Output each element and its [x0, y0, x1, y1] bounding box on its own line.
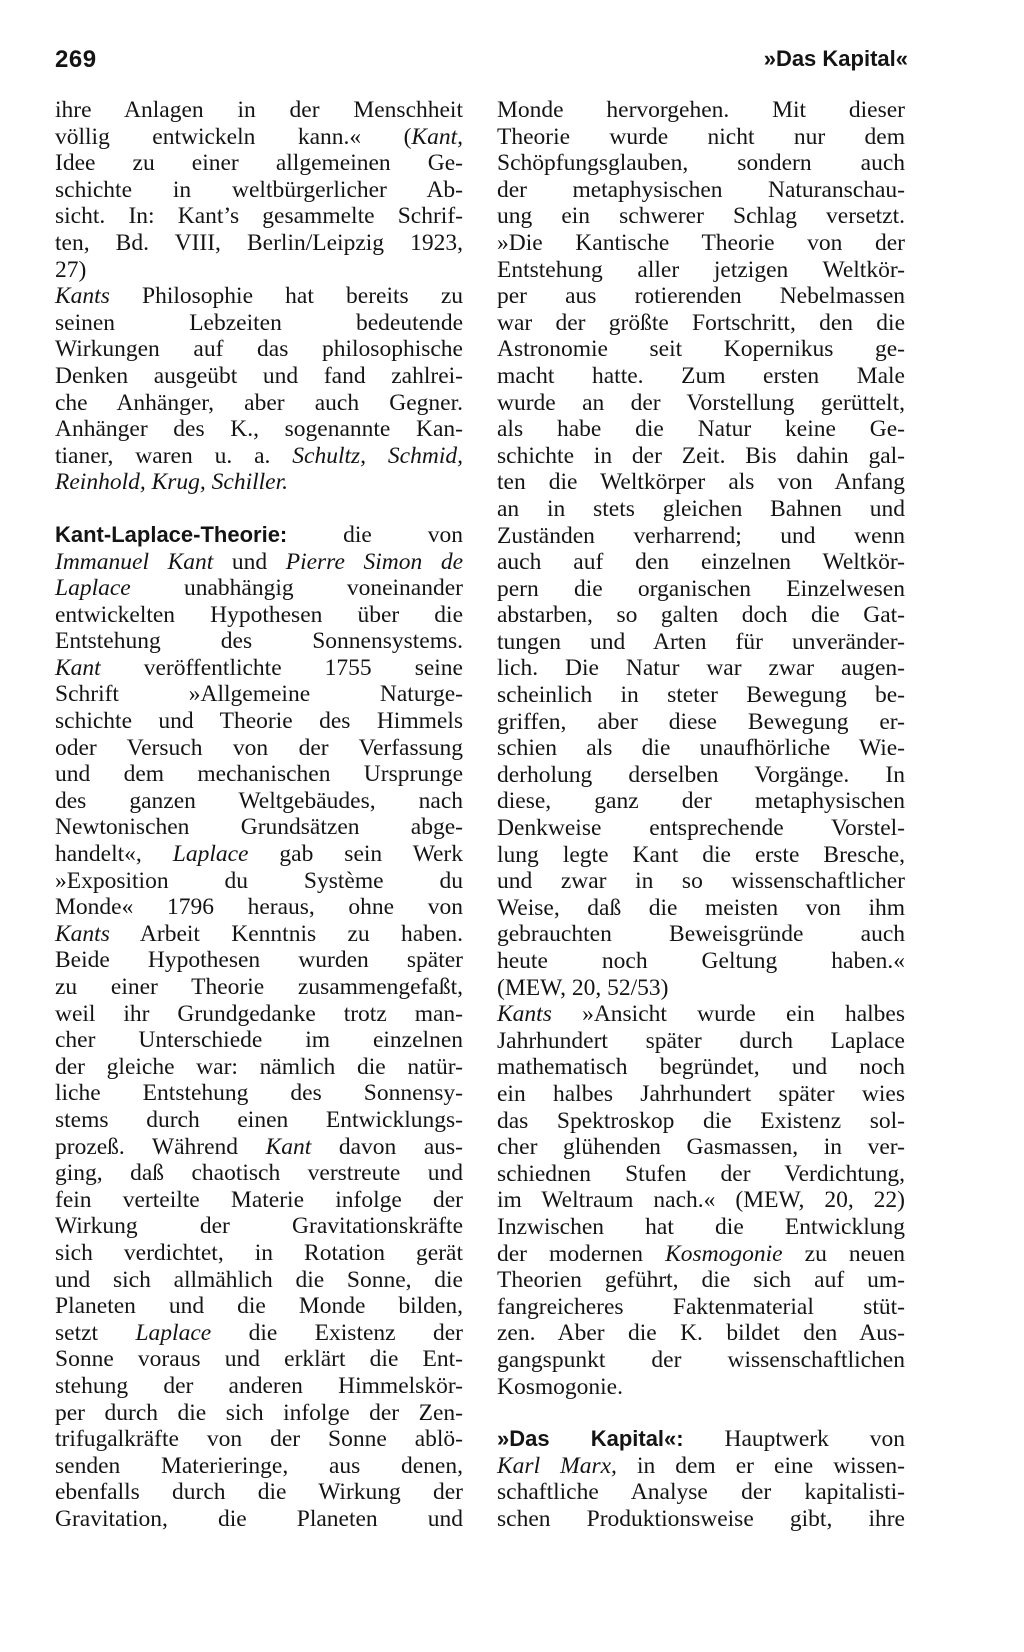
text-line — [55, 1027, 463, 1054]
text-line — [497, 1108, 905, 1135]
text-line — [497, 1134, 905, 1161]
text-line — [55, 602, 463, 629]
text-run: »Ansicht wurde ein halbes — [551, 1001, 905, 1028]
paragraph-gap — [55, 496, 463, 522]
text-line — [55, 1346, 463, 1373]
text-line — [55, 868, 463, 895]
text-line — [497, 1081, 905, 1108]
text-line — [497, 336, 905, 363]
text-run: ung ein schwerer Schlag versetzt. — [497, 203, 905, 230]
text-run: Theorien geführt, die sich auf um- — [497, 1267, 905, 1294]
text-run: stehung der anderen Himmelskör- — [55, 1372, 463, 1399]
text-run: der modernen — [497, 1240, 666, 1267]
text-run: senden Materieringe, aus denen, — [55, 1452, 463, 1479]
text-line — [497, 1506, 905, 1533]
text-line — [55, 1080, 463, 1107]
text-line — [497, 177, 905, 204]
text-run: der gleiche war: nämlich die natür- — [55, 1053, 463, 1080]
text-line — [55, 1160, 463, 1187]
text-run: Astronomie seit Kopernikus ge- — [497, 336, 905, 363]
text-run: und sich allmählich die Sonne, die — [55, 1266, 463, 1293]
text-run: schien als die unaufhörliche Wie- — [497, 735, 905, 762]
text-line — [55, 1267, 463, 1294]
text-line — [55, 283, 463, 310]
text-run: »Die Kantische Theorie von der — [497, 229, 905, 256]
text-run: (MEW, 20, 52/53) — [497, 974, 669, 1001]
text-run: pern die organischen Einzelwesen — [497, 575, 905, 602]
text-run: weil ihr Grundgedanke trotz man- — [55, 1000, 463, 1027]
text-run: Entstehung aller jetzigen Weltkör- — [497, 256, 905, 283]
text-run: zu einer Theorie zusammengefaßt, — [55, 974, 463, 1000]
text-line — [497, 655, 905, 682]
text-run: und — [213, 548, 286, 575]
text-run: handelt«, — [55, 841, 173, 868]
text-line — [55, 416, 463, 443]
text-line — [55, 1320, 463, 1347]
text-line — [497, 629, 905, 656]
text-line — [497, 1187, 905, 1214]
text-run: »Exposition du Système du — [55, 867, 463, 894]
text-run: griffen, aber diese Bewegung er- — [497, 708, 905, 735]
text-line — [497, 416, 905, 443]
text-line — [55, 1240, 463, 1267]
text-line — [497, 1347, 905, 1374]
text-line — [55, 788, 463, 815]
text-run: wurde an der Vorstellung gerüttelt, — [497, 389, 905, 416]
entry-keyword: »Das Kapital«: — [497, 1426, 684, 1452]
text-run: im Weltraum nach.« (MEW, 20, 22) — [497, 1187, 905, 1214]
text-run: unabhängig voneinander — [130, 575, 463, 602]
text-line — [497, 921, 905, 948]
text-run: schen Produktionsweise gibt, ihre — [497, 1505, 905, 1532]
text-run: Denkweise entsprechende Vorstel- — [497, 815, 905, 842]
text-line — [497, 1267, 905, 1294]
text-run: derholung derselben Vorgänge. In — [497, 761, 905, 788]
text-line — [55, 257, 463, 284]
text-line — [497, 283, 905, 310]
text-run: Theorie wurde nicht nur dem — [497, 123, 905, 150]
left-column — [55, 97, 463, 1532]
italic-text: Kant, — [411, 123, 463, 150]
text-run: ebenfalls durch die Wirkung der — [55, 1479, 463, 1506]
text-line — [497, 1214, 905, 1241]
text-line — [497, 682, 905, 709]
text-line — [497, 576, 905, 603]
text-run: seinen Lebzeiten bedeutende — [55, 309, 463, 336]
text-run: oder Versuch von der Verfassung — [55, 734, 463, 761]
text-line — [55, 1373, 463, 1400]
text-run: Idee zu einer allgemeinen Ge- — [55, 150, 463, 177]
text-line — [497, 203, 905, 230]
text-run: schiednen Stufen der Verdichtung, — [497, 1160, 905, 1187]
text-line — [497, 124, 905, 151]
text-run: Monde« 1796 heraus, ohne von — [55, 894, 463, 921]
text-run: 27) — [55, 256, 87, 283]
text-run: setzt — [55, 1319, 136, 1346]
text-line — [55, 203, 463, 230]
text-run: Zuständen verharrend; und wenn — [497, 522, 905, 549]
text-run: cher Unterschiede im einzelnen — [55, 1027, 463, 1054]
text-run: in dem er eine wissen- — [616, 1452, 905, 1479]
text-run: prozeß. Während — [55, 1133, 266, 1160]
text-line — [497, 230, 905, 257]
text-run: lung legte Kant die erste Bresche, — [497, 841, 905, 868]
text-line — [55, 443, 463, 470]
italic-text: Laplace — [172, 841, 249, 868]
text-run: die Existenz der — [211, 1319, 463, 1346]
text-line — [55, 1479, 463, 1506]
text-run: Schöpfungsglauben, sondern auch — [497, 150, 905, 177]
text-run: ihre Anlagen in der Menschheit — [55, 97, 463, 123]
text-line — [55, 1453, 463, 1480]
text-line — [497, 443, 905, 470]
text-run: Hauptwerk von — [683, 1426, 905, 1453]
text-run: cher glühenden Gasmassen, in ver- — [497, 1134, 905, 1161]
text-run: entwickelten Hypothesen über die — [55, 601, 463, 628]
text-run: liche Entstehung des Sonnensy- — [55, 1080, 463, 1107]
text-run: abstarben, so galten doch die Gat- — [497, 602, 905, 629]
text-line — [497, 948, 905, 975]
text-line — [497, 469, 905, 496]
text-line — [497, 549, 905, 576]
paragraph-gap — [497, 1400, 905, 1426]
text-run: Kosmogonie. — [497, 1373, 623, 1400]
text-line — [55, 177, 463, 204]
text-line — [497, 602, 905, 629]
text-run: stems durch einen Entwicklungs- — [55, 1106, 463, 1133]
text-line — [497, 1028, 905, 1055]
text-line — [55, 1134, 463, 1161]
text-line — [497, 1320, 905, 1347]
text-line — [497, 523, 905, 550]
text-run: per aus rotierenden Nebelmassen — [497, 283, 905, 310]
text-run: völlig entwickeln kann.« ( — [55, 123, 412, 150]
text-line — [497, 390, 905, 417]
text-run: und zwar in so wissenschaftlicher — [497, 868, 905, 895]
text-line — [497, 1294, 905, 1321]
text-line — [497, 150, 905, 177]
text-run: Gravitation, die Planeten und — [55, 1505, 463, 1532]
text-run: als habe die Natur keine Ge- — [497, 416, 905, 443]
text-run: Planeten und die Monde bilden, — [55, 1293, 463, 1320]
text-line — [497, 1054, 905, 1081]
text-run: Arbeit Kenntnis zu haben. — [109, 920, 463, 947]
italic-text: Kants — [55, 920, 110, 947]
text-run: Denken ausgeübt und fand zahlrei- — [55, 362, 463, 389]
right-column — [497, 97, 905, 1532]
text-line — [55, 708, 463, 735]
text-line — [55, 1001, 463, 1028]
text-line — [55, 150, 463, 177]
text-line — [55, 469, 463, 496]
text-run: sich verdichtet, in Rotation gerät — [55, 1239, 463, 1266]
text-run: ten die Weltkörper als von Anfang — [497, 469, 905, 496]
text-line — [55, 947, 463, 974]
text-line — [55, 628, 463, 655]
entry-keyword: Kant-Laplace-Theorie: — [55, 521, 288, 547]
text-line — [55, 1213, 463, 1240]
text-line — [497, 1479, 905, 1506]
text-run: auch auf den einzelnen Weltkör- — [497, 549, 905, 576]
text-run: schichte und Theorie des Himmels — [55, 708, 463, 735]
text-line — [497, 97, 905, 124]
text-line — [497, 895, 905, 922]
text-line — [497, 1374, 905, 1401]
text-run: lich. Die Natur war zwar augen- — [497, 655, 905, 682]
italic-text: Laplace — [135, 1319, 212, 1346]
text-run: davon aus- — [311, 1133, 463, 1160]
text-line — [497, 1161, 905, 1188]
text-line — [55, 761, 463, 788]
text-run: war der größte Fortschritt, den die — [497, 309, 905, 336]
text-run: Schrift »Allgemeine Naturge- — [55, 681, 463, 708]
text-line — [55, 814, 463, 841]
text-line — [497, 1241, 905, 1268]
text-run: Entstehung des Sonnensystems. — [55, 628, 463, 655]
text-run: gangspunkt der wissenschaftlichen — [497, 1346, 905, 1373]
text-line — [497, 975, 905, 1002]
text-run: gebrauchten Beweisgründe auch — [497, 921, 905, 948]
text-line — [55, 575, 463, 602]
text-line — [55, 97, 463, 124]
text-line — [55, 1400, 463, 1427]
text-line — [55, 735, 463, 762]
text-line — [497, 709, 905, 736]
text-line — [55, 390, 463, 417]
text-run: an in stets gleichen Bahnen und — [497, 495, 905, 522]
italic-text: Reinhold, Krug, Schiller. — [55, 469, 289, 496]
text-run: der metaphysischen Naturanschau- — [497, 176, 905, 203]
text-run: und dem mechanischen Ursprunge — [55, 761, 463, 788]
text-run: tianer, waren u. a. — [55, 442, 293, 469]
italic-text: Kosmogonie — [665, 1240, 783, 1267]
italic-text: Kant — [265, 1133, 312, 1160]
text-line — [497, 310, 905, 337]
text-line — [55, 1054, 463, 1081]
text-run: heute noch Geltung haben.« — [497, 948, 905, 974]
text-line — [55, 549, 463, 576]
text-line — [55, 1293, 463, 1320]
running-title: »Das Kapital« — [763, 46, 908, 71]
text-line — [55, 841, 463, 868]
text-line — [497, 496, 905, 523]
text-run: Anhänger des K., sogenannte Kan- — [55, 416, 463, 443]
page-number: 269 — [55, 46, 97, 73]
text-run: zen. Aber die K. bildet den Aus- — [497, 1320, 905, 1347]
text-line — [55, 655, 463, 682]
text-run: Weise, daß die meisten von ihm — [497, 894, 905, 921]
text-run: Inzwischen hat die Entwicklung — [497, 1213, 905, 1240]
text-run: che Anhänger, aber auch Gegner. — [55, 389, 463, 416]
text-line — [497, 815, 905, 842]
text-run: Jahrhundert später durch Laplace — [497, 1027, 905, 1054]
text-run: tungen und Arten für unveränder- — [497, 628, 905, 655]
text-line — [55, 894, 463, 921]
text-run: Philosophie hat bereits zu — [109, 283, 463, 310]
text-line — [55, 230, 463, 257]
text-line — [55, 363, 463, 390]
text-run: schaftliche Analyse der kapitalisti- — [497, 1479, 905, 1506]
text-run: die von — [287, 521, 463, 548]
text-line — [55, 1107, 463, 1134]
text-line — [497, 762, 905, 789]
text-run: Newtonischen Grundsätzen abge- — [55, 814, 463, 841]
text-line — [55, 974, 463, 1001]
text-line — [497, 1453, 905, 1480]
text-run: Beide Hypothesen wurden später — [55, 947, 463, 974]
italic-text: Pierre Simon de — [285, 548, 463, 575]
text-line — [55, 681, 463, 708]
italic-text: Kants — [55, 283, 110, 310]
text-line — [55, 310, 463, 337]
text-run: diese, ganz der metaphysischen — [497, 788, 905, 815]
text-run: Monde hervorgehen. Mit dieser — [497, 97, 905, 123]
text-line — [497, 363, 905, 390]
text-run: sicht. In: Kant’s gesammelte Schrif- — [55, 203, 463, 230]
italic-text: Immanuel Kant — [55, 548, 214, 575]
text-line — [497, 735, 905, 762]
text-run: ten, Bd. VIII, Berlin/Leipzig 1923, — [55, 229, 463, 256]
text-line — [497, 257, 905, 284]
text-run: scheinlich in steter Bewegung be- — [497, 682, 905, 709]
text-run: macht hatte. Zum ersten Male — [497, 362, 905, 389]
text-run: Sonne voraus und erklärt die Ent- — [55, 1346, 463, 1373]
italic-text: Karl Marx, — [497, 1452, 617, 1479]
text-line — [55, 522, 463, 549]
italic-text: Kants — [497, 1001, 552, 1028]
text-line — [55, 336, 463, 363]
text-run: des ganzen Weltgebäudes, nach — [55, 787, 463, 814]
text-line — [497, 1001, 905, 1028]
text-line — [55, 124, 463, 151]
text-run: schichte in der Zeit. Bis dahin gal- — [497, 442, 905, 469]
text-run: Wirkung der Gravitationskräfte — [55, 1213, 463, 1240]
italic-text: Schultz, Schmid, — [292, 442, 463, 469]
text-line — [55, 1506, 463, 1533]
text-run: gab sein Werk — [248, 841, 463, 868]
text-run: das Spektroskop die Existenz sol- — [497, 1107, 905, 1134]
italic-text: Kant — [55, 654, 101, 681]
text-run: Wirkungen auf das philosophische — [55, 336, 463, 363]
text-line — [497, 1426, 905, 1453]
text-run: fangreicheres Faktenmaterial stüt- — [497, 1293, 905, 1320]
text-line — [55, 1426, 463, 1453]
text-line — [497, 868, 905, 895]
text-line — [497, 788, 905, 815]
text-run: mathematisch begründet, und noch — [497, 1054, 905, 1081]
text-run: per durch die sich infolge der Zen- — [55, 1399, 463, 1426]
text-line — [497, 842, 905, 869]
italic-text: Laplace — [55, 575, 131, 602]
text-run: trifugalkräfte von der Sonne ablö- — [55, 1426, 463, 1453]
text-run: ein halbes Jahrhundert später wies — [497, 1080, 905, 1107]
text-run: schichte in weltbürgerlicher Ab- — [55, 176, 463, 203]
text-run: zu neuen — [782, 1240, 905, 1267]
text-run: fein verteilte Materie infolge der — [55, 1186, 463, 1213]
text-line — [55, 921, 463, 948]
text-run: ging, daß chaotisch verstreute und — [55, 1160, 463, 1187]
text-run: veröffentlichte 1755 seine — [100, 654, 463, 681]
text-line — [55, 1187, 463, 1214]
